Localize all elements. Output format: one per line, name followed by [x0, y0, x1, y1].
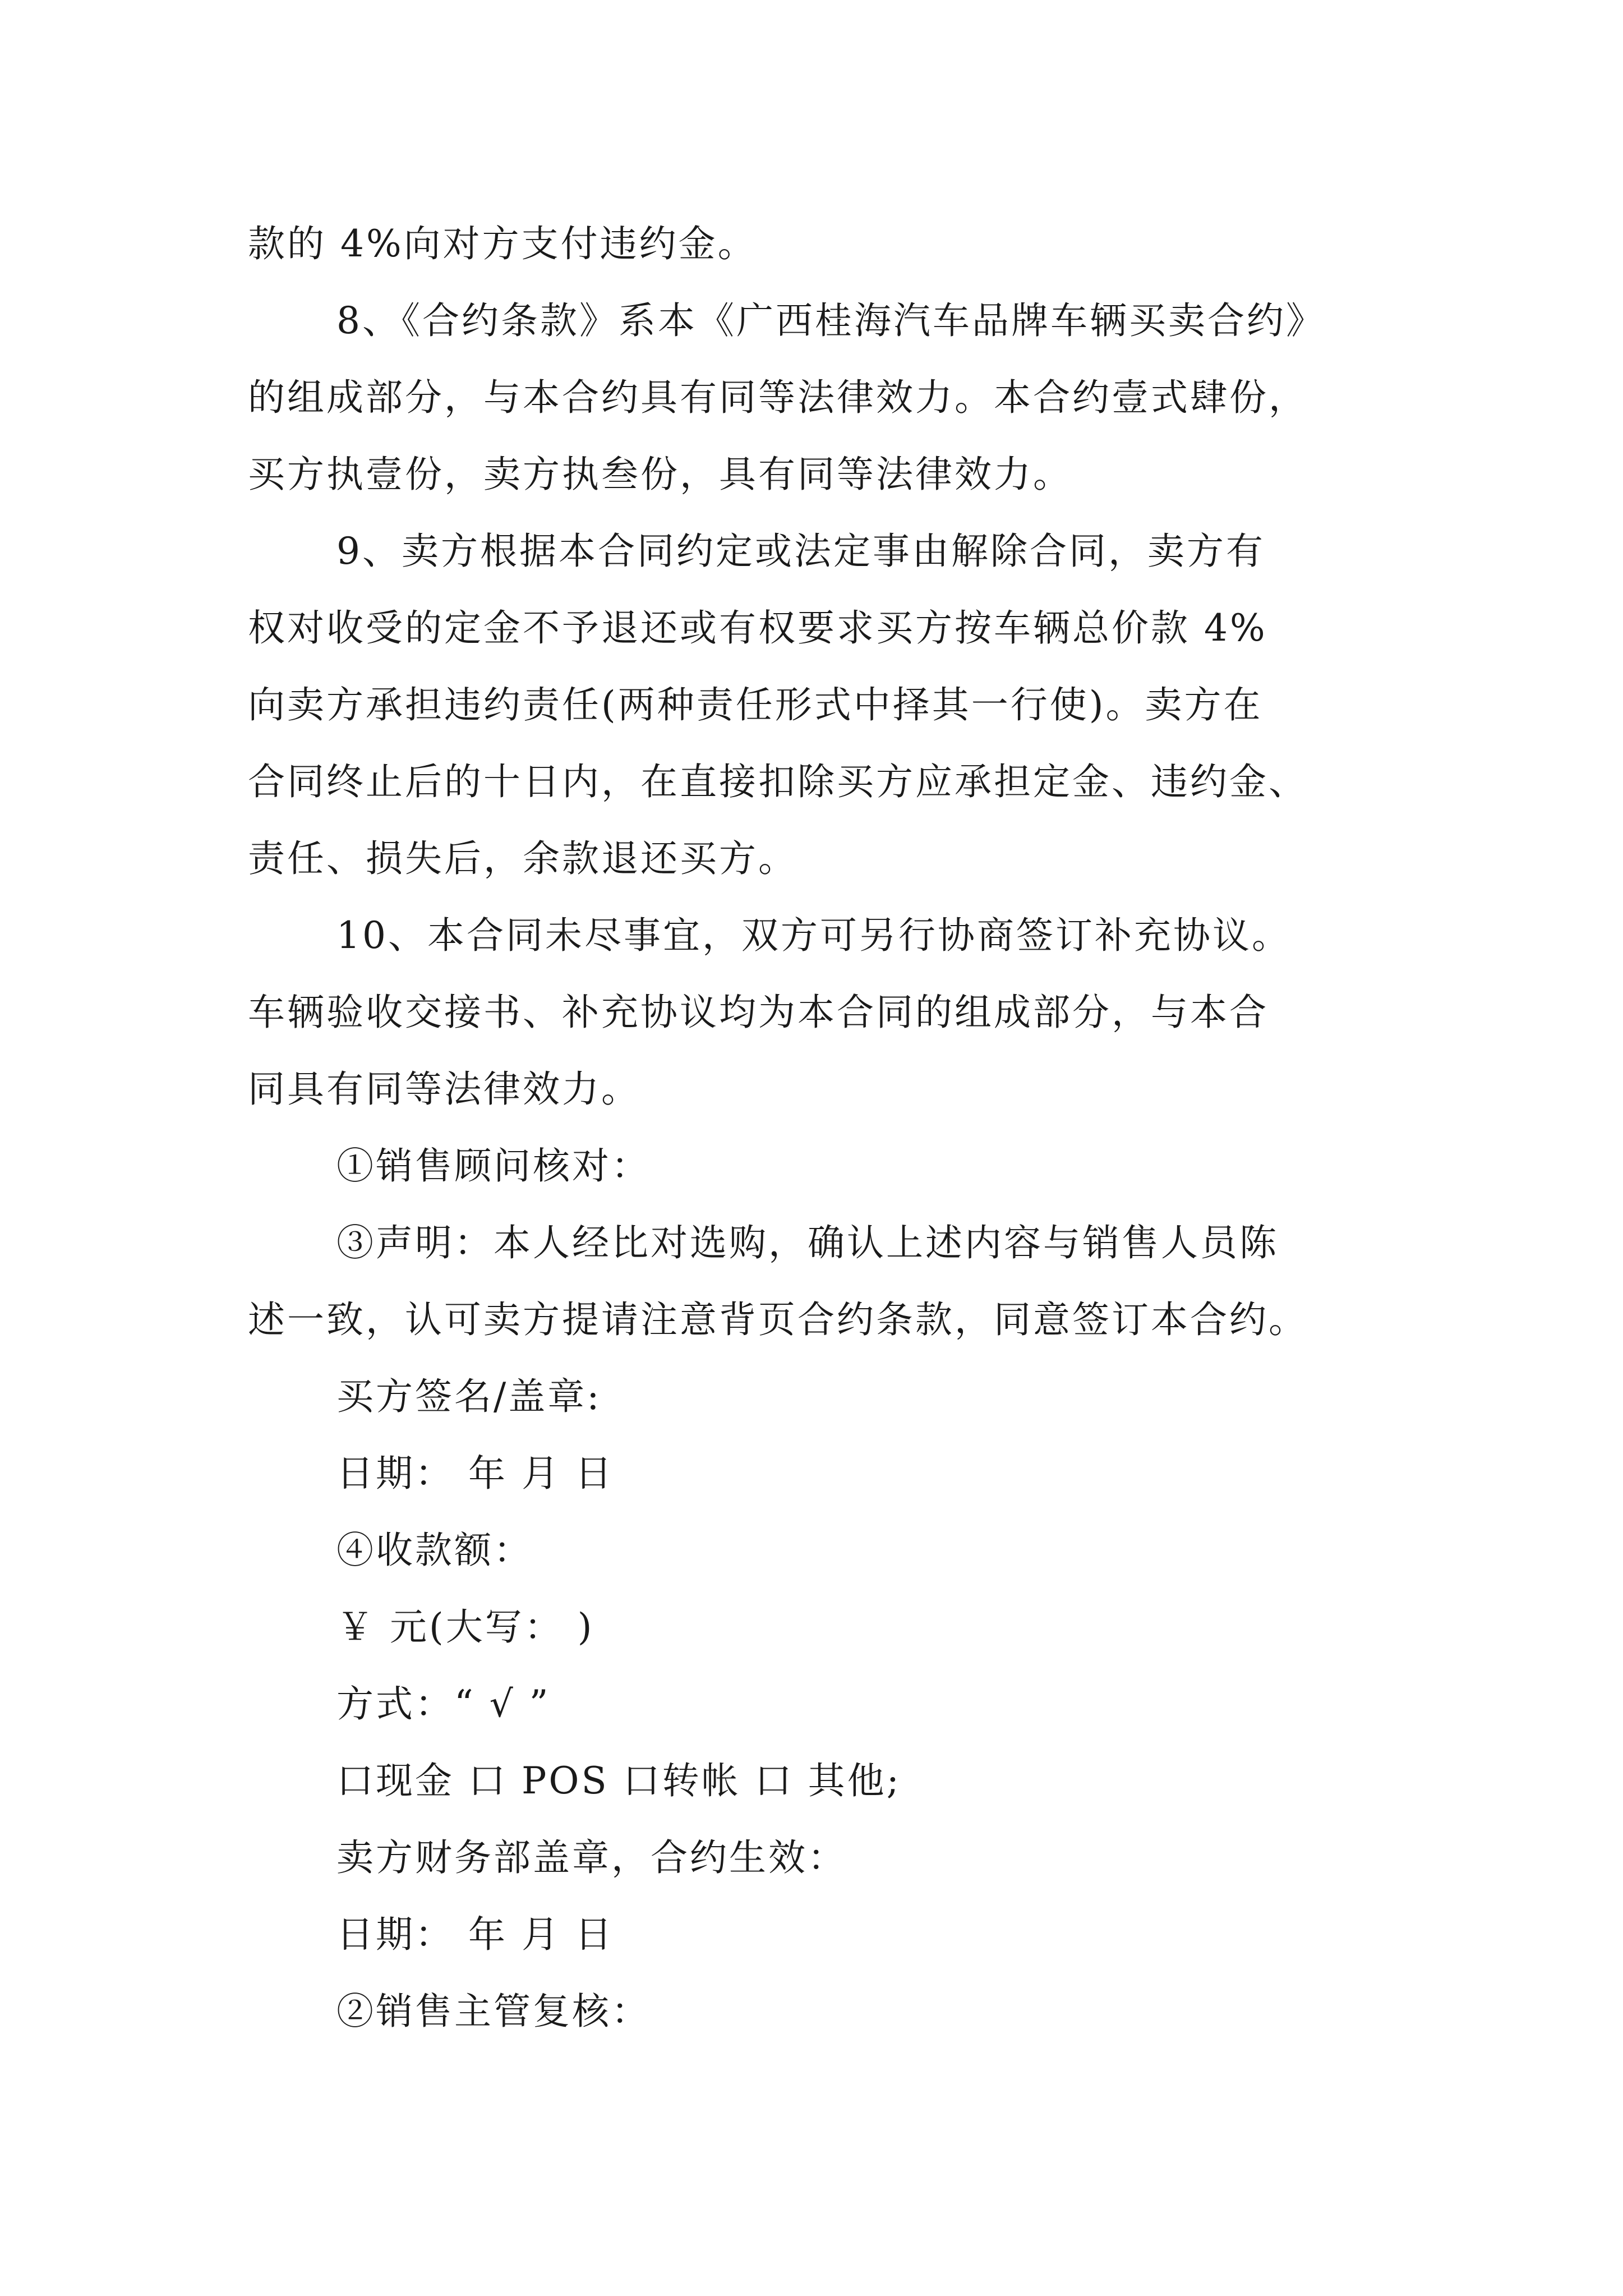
- text-line: 合同终止后的十日内，在直接扣除买方应承担定金、违约金、: [248, 760, 1308, 803]
- clause-9-line: 9、卖方根据本合同约定或法定事由解除合同，卖方有: [336, 530, 1265, 573]
- text-line: 买方执壹份，卖方执叁份，具有同等法律效力。: [248, 453, 1072, 496]
- text-line: 权对收受的定金不予退还或有权要求买方按车辆总价款 4%: [248, 606, 1267, 650]
- payment-options-line: 口现金 口 POS 口转帐 口 其他;: [336, 1759, 901, 1802]
- text-line: 述一致，认可卖方提请注意背页合约条款，同意签订本合约。: [248, 1298, 1308, 1341]
- buyer-date-line: 日期： 年 月 日: [336, 1452, 614, 1495]
- text-line: 的组成部分，与本合约具有同等法律效力。本合约壹式肆份，: [248, 376, 1308, 419]
- declaration-line: ③声明：本人经比对选购，确认上述内容与销售人员陈: [336, 1221, 1279, 1264]
- text-line: 款的 4%向对方支付违约金。: [248, 222, 757, 265]
- document-body: [248, 205, 1386, 2050]
- sales-advisor-check: ①销售顾问核对：: [336, 1144, 651, 1188]
- seller-finance-stamp-label: 卖方财务部盖章，合约生效：: [336, 1836, 847, 1879]
- buyer-signature-label: 买方签名/盖章:: [336, 1375, 602, 1418]
- sales-supervisor-review: ②销售主管复核：: [336, 1990, 651, 2033]
- text-line: 同具有同等法律效力。: [248, 1068, 640, 1111]
- clause-10-line: 10、本合同未尽事宜，双方可另行协商签订补充协议。: [336, 914, 1291, 957]
- clause-8-line: 8、《合约条款》系本《广西桂海汽车品牌车辆买卖合约》: [336, 299, 1325, 342]
- text-line: 车辆验收交接书、补充协议均为本合同的组成部分，与本合: [248, 991, 1269, 1034]
- payment-amount-label: ④收款额：: [336, 1529, 533, 1572]
- payment-method-label: 方式：“ √ ”: [336, 1682, 551, 1726]
- seller-date-line: 日期： 年 月 日: [336, 1913, 614, 1956]
- amount-line: ￥ 元(大写： ): [336, 1605, 594, 1649]
- text-line: 向卖方承担违约责任(两种责任形式中择其一行使)。卖方在: [248, 683, 1263, 726]
- text-line: 责任、损失后，余款退还买方。: [248, 837, 797, 880]
